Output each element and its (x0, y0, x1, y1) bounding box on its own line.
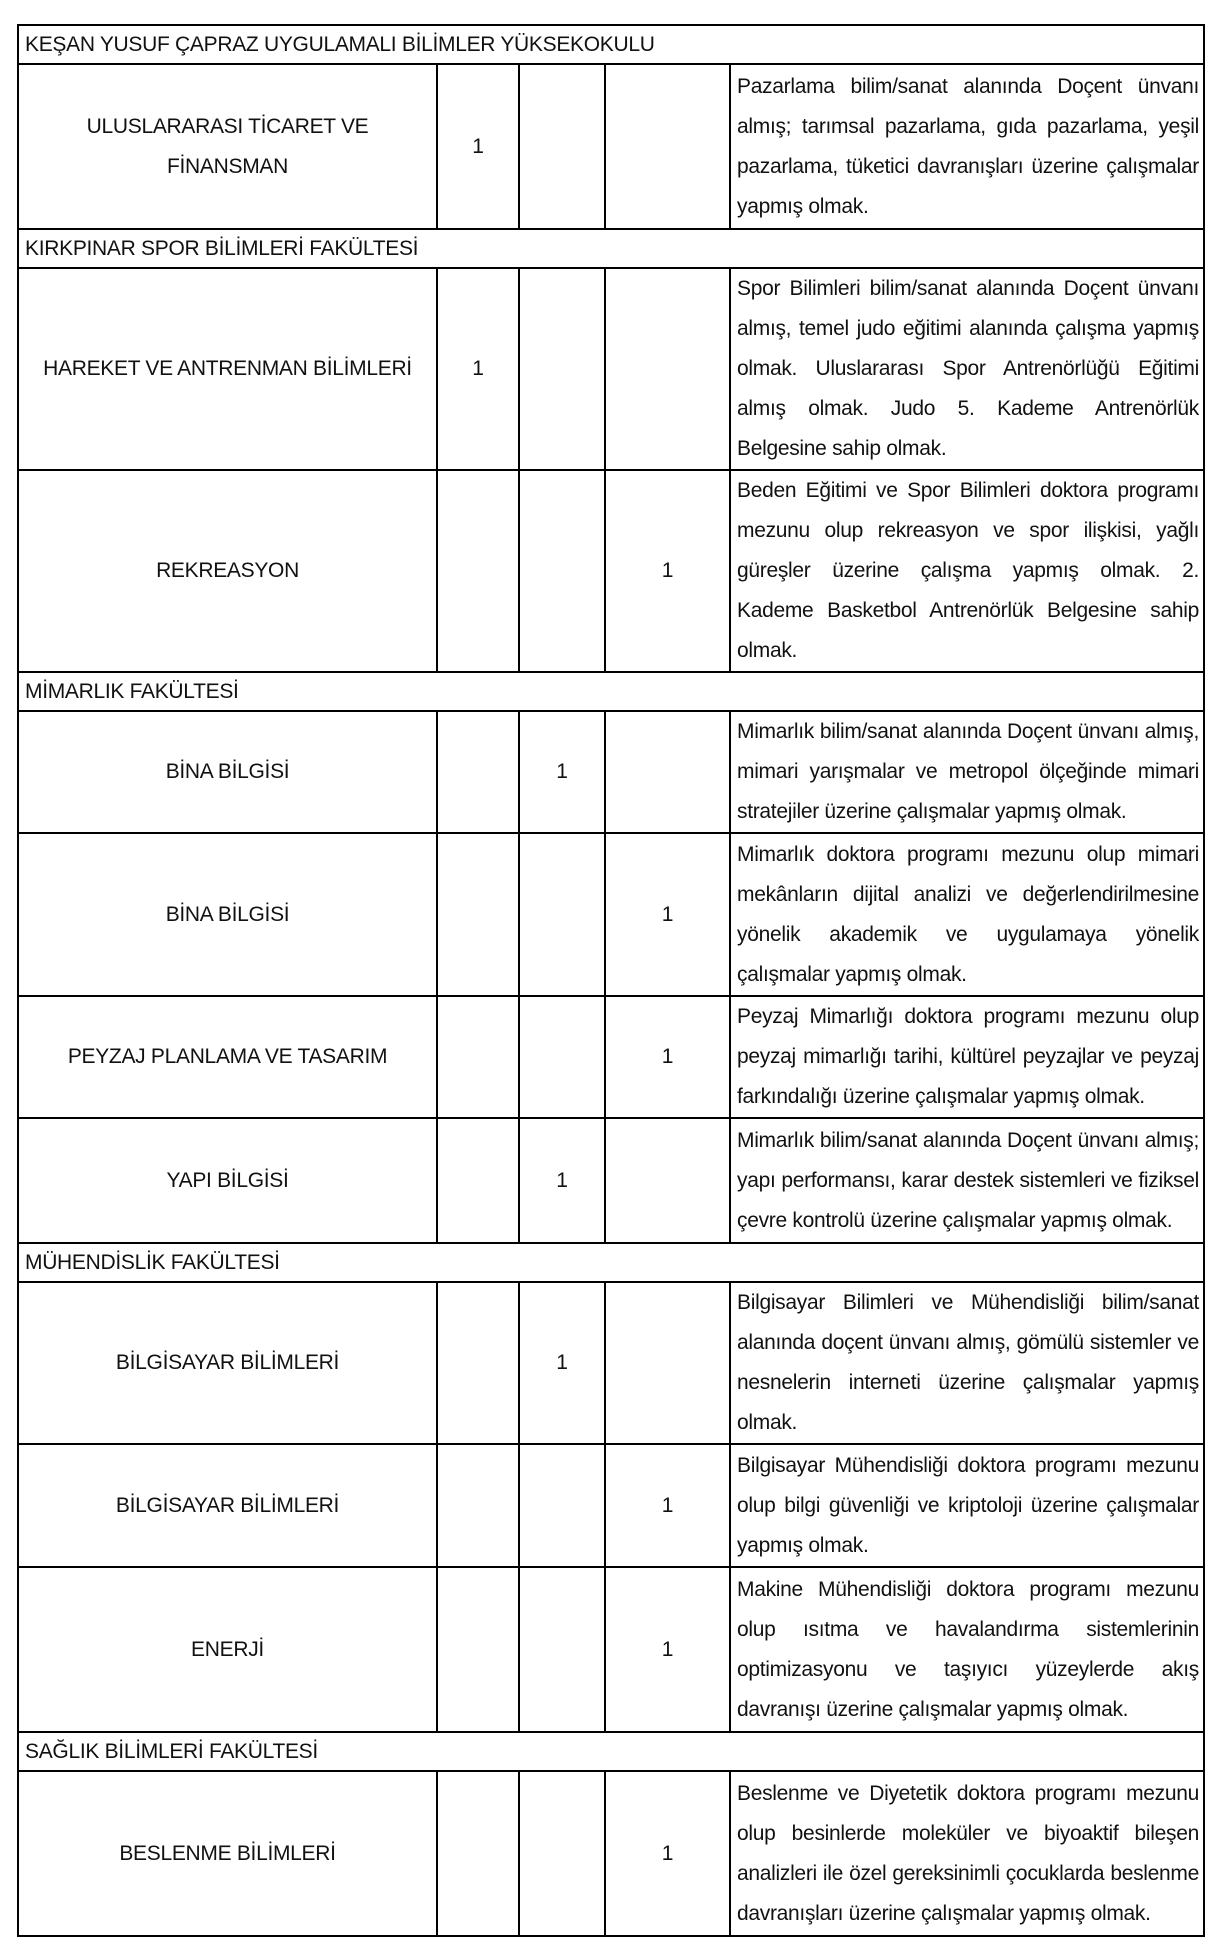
section-title: KIRKPINAR SPOR BİLİMLERİ FAKÜLTESİ (18, 229, 1204, 268)
requirements-cell: Spor Bilimleri bilim/sanat alanında Doçent ünvanı almış, temel judo eğitimi alanında çalışma yapmış olmak. Uluslararası Spor Antrenörlüğü Eğitimi almış olmak. Judo 5. Kademe Antrenörlük Belgesine sahip olmak. (730, 268, 1204, 470)
associate-professor-count-cell (519, 470, 605, 672)
section-title: MİMARLIK FAKÜLTESİ (18, 672, 1204, 711)
section-header-row (18, 1243, 1204, 1282)
table-row (18, 1282, 1204, 1444)
professor-count-cell (437, 1567, 519, 1732)
table-row (18, 996, 1204, 1118)
table-row (18, 268, 1204, 470)
table-row (18, 1567, 1204, 1732)
assistant-professor-count-cell: 1 (605, 470, 730, 672)
department-cell: ENERJİ (18, 1567, 437, 1732)
professor-count-cell (437, 711, 519, 833)
associate-professor-count-cell (519, 1567, 605, 1732)
associate-professor-count-cell: 1 (519, 1118, 605, 1243)
assistant-professor-count-cell: 1 (605, 1771, 730, 1936)
requirements-cell: Beslenme ve Diyetetik doktora programı mezunu olup besinlerde moleküler ve biyoaktif bileşen analizleri ile özel gereksinimli çocuklarda beslenme davranışları üzerine çalışmalar yapmış olmak. (730, 1771, 1204, 1936)
table-row (18, 1444, 1204, 1567)
assistant-professor-count-cell (605, 1118, 730, 1243)
table-row (18, 64, 1204, 229)
department-cell: BİLGİSAYAR BİLİMLERİ (18, 1282, 437, 1444)
requirements-cell: Bilgisayar Bilimleri ve Mühendisliği bilim/sanat alanında doçent ünvanı almış, gömülü sistemler ve nesnelerin interneti üzerine çalışmalar yapmış olmak. (730, 1282, 1204, 1444)
professor-count-cell (437, 833, 519, 996)
table-row (18, 470, 1204, 672)
section-header-row (18, 672, 1204, 711)
requirements-cell: Pazarlama bilim/sanat alanında Doçent ünvanı almış; tarımsal pazarlama, gıda pazarlama, yeşil pazarlama, tüketici davranışları üzerine çalışmalar yapmış olmak. (730, 64, 1204, 229)
department-cell: BİNA BİLGİSİ (18, 833, 437, 996)
table-row (18, 1118, 1204, 1243)
requirements-cell: Beden Eğitimi ve Spor Bilimleri doktora programı mezunu olup rekreasyon ve spor ilişkisi, yağlı güreşler üzerine çalışma yapmış olmak. 2. Kademe Basketbol Antrenörlük Belgesine sahip olmak. (730, 470, 1204, 672)
professor-count-cell: 1 (437, 64, 519, 229)
associate-professor-count-cell: 1 (519, 711, 605, 833)
assistant-professor-count-cell (605, 64, 730, 229)
department-cell: REKREASYON (18, 470, 437, 672)
associate-professor-count-cell (519, 268, 605, 470)
assistant-professor-count-cell: 1 (605, 833, 730, 996)
associate-professor-count-cell (519, 996, 605, 1118)
requirements-cell: Mimarlık bilim/sanat alanında Doçent ünvanı almış; yapı performansı, karar destek sistemleri ve fiziksel çevre kontrolü üzerine çalışmalar yapmış olmak. (730, 1118, 1204, 1243)
section-title: SAĞLIK BİLİMLERİ FAKÜLTESİ (18, 1732, 1204, 1771)
professor-count-cell (437, 1444, 519, 1567)
associate-professor-count-cell (519, 64, 605, 229)
professor-count-cell (437, 470, 519, 672)
faculty-positions-table (17, 24, 1205, 1937)
table-row (18, 833, 1204, 996)
department-cell: YAPI BİLGİSİ (18, 1118, 437, 1243)
assistant-professor-count-cell: 1 (605, 1567, 730, 1732)
table-row (18, 711, 1204, 833)
department-cell: BESLENME BİLİMLERİ (18, 1771, 437, 1936)
assistant-professor-count-cell: 1 (605, 996, 730, 1118)
associate-professor-count-cell: 1 (519, 1282, 605, 1444)
assistant-professor-count-cell (605, 711, 730, 833)
section-header-row (18, 1732, 1204, 1771)
table-row (18, 1771, 1204, 1936)
associate-professor-count-cell (519, 1444, 605, 1567)
department-cell: PEYZAJ PLANLAMA VE TASARIM (18, 996, 437, 1118)
requirements-cell: Makine Mühendisliği doktora programı mezunu olup ısıtma ve havalandırma sistemlerinin optimizasyonu ve taşıyıcı yüzeylerde akış davranışı üzerine çalışmalar yapmış olmak. (730, 1567, 1204, 1732)
associate-professor-count-cell (519, 833, 605, 996)
section-header-row (18, 25, 1204, 64)
associate-professor-count-cell (519, 1771, 605, 1936)
department-cell: BİNA BİLGİSİ (18, 711, 437, 833)
requirements-cell: Mimarlık doktora programı mezunu olup mimari mekânların dijital analizi ve değerlendirilmesine yönelik akademik ve uygulamaya yönelik çalışmalar yapmış olmak. (730, 833, 1204, 996)
requirements-cell: Mimarlık bilim/sanat alanında Doçent ünvanı almış, mimari yarışmalar ve metropol ölçeğinde mimari stratejiler üzerine çalışmalar yapmış olmak. (730, 711, 1204, 833)
assistant-professor-count-cell (605, 268, 730, 470)
professor-count-cell (437, 1282, 519, 1444)
assistant-professor-count-cell: 1 (605, 1444, 730, 1567)
department-cell: BİLGİSAYAR BİLİMLERİ (18, 1444, 437, 1567)
requirements-cell: Peyzaj Mimarlığı doktora programı mezunu olup peyzaj mimarlığı tarihi, kültürel peyzajlar ve peyzaj farkındalığı üzerine çalışmalar yapmış olmak. (730, 996, 1204, 1118)
professor-count-cell (437, 996, 519, 1118)
assistant-professor-count-cell (605, 1282, 730, 1444)
department-cell: HAREKET VE ANTRENMAN BİLİMLERİ (18, 268, 437, 470)
section-header-row (18, 229, 1204, 268)
section-title: KEŞAN YUSUF ÇAPRAZ UYGULAMALI BİLİMLER YÜKSEKOKULU (18, 25, 1204, 64)
requirements-cell: Bilgisayar Mühendisliği doktora programı mezunu olup bilgi güvenliği ve kriptoloji üzerine çalışmalar yapmış olmak. (730, 1444, 1204, 1567)
professor-count-cell (437, 1771, 519, 1936)
professor-count-cell (437, 1118, 519, 1243)
professor-count-cell: 1 (437, 268, 519, 470)
section-title: MÜHENDİSLİK FAKÜLTESİ (18, 1243, 1204, 1282)
department-cell: ULUSLARARASI TİCARET VE FİNANSMAN (18, 64, 437, 229)
